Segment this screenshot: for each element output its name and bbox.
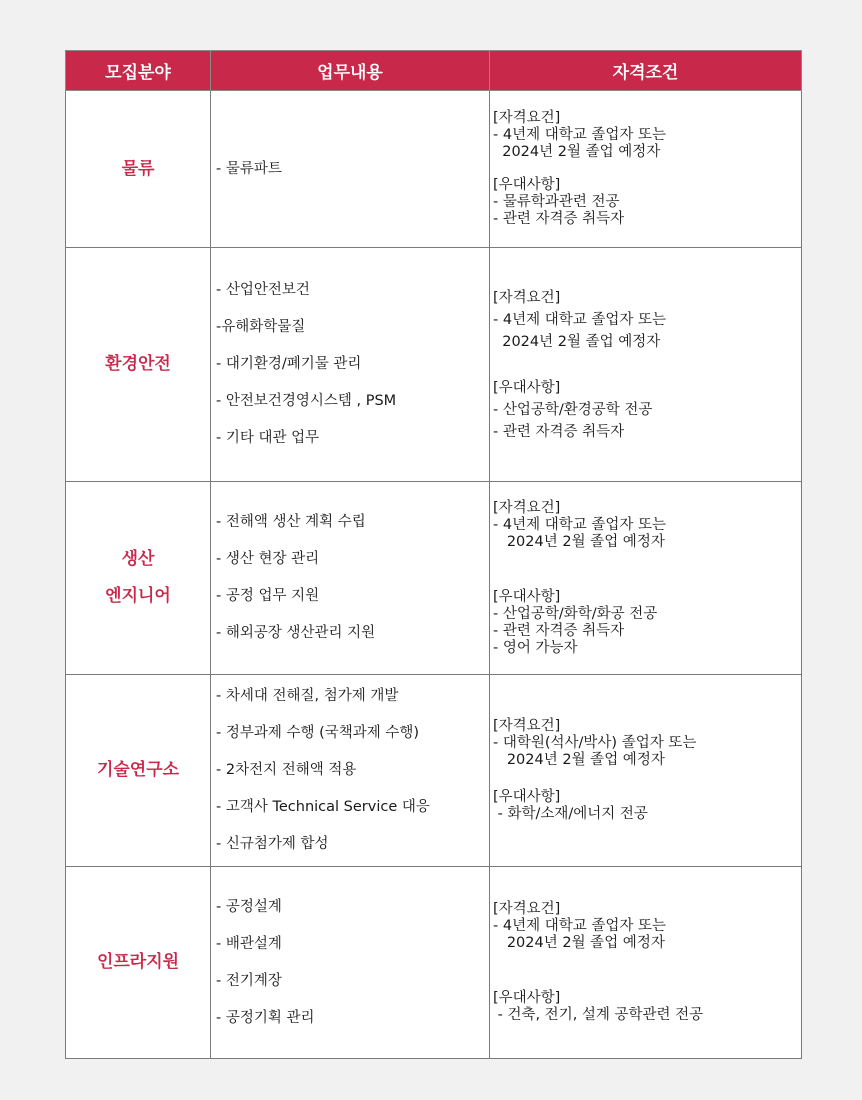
preferred-line: - 관련 자격증 취득자	[493, 423, 625, 440]
requirement-line: - 4년제 대학교 졸업자 또는	[493, 311, 666, 328]
header-duties: 업무내용	[211, 51, 490, 91]
category-label: 생산	[121, 549, 155, 570]
duty-item: - 공정기획 관리	[216, 1009, 315, 1026]
duty-item: - 차세대 전해질, 첨가제 개발	[216, 688, 399, 704]
table-row	[66, 248, 802, 482]
recruitment-table	[65, 50, 802, 1059]
qualifications-cell	[490, 482, 802, 675]
duty-item: - 고객사 Technical Service 대응	[216, 799, 430, 815]
header-category: 모집분야	[66, 51, 211, 91]
duties-cell	[211, 482, 490, 675]
table-row	[66, 482, 802, 675]
preferred-title: [우대사항]	[493, 588, 561, 605]
preferred-line: - 화학/소재/에너지 전공	[493, 806, 648, 822]
duties-cell	[211, 675, 490, 867]
duty-item: - 대기환경/폐기물 관리	[216, 356, 362, 372]
category-label: 물류	[121, 158, 155, 179]
category-cell	[66, 91, 211, 248]
requirements-title: [자격요건]	[493, 110, 561, 126]
requirements-block	[493, 718, 801, 769]
duty-item: - 2차전지 전해액 적용	[216, 762, 357, 778]
duty-item: - 해외공장 생산관리 지원	[216, 625, 376, 641]
requirement-line: 2024년 2월 졸업 예정자	[493, 752, 665, 768]
duty-item: - 기타 대관 업무	[216, 430, 320, 446]
category-cell	[66, 867, 211, 1059]
qualifications-cell	[490, 248, 802, 482]
requirements-block	[493, 287, 801, 353]
requirements-block	[493, 500, 801, 551]
preferred-title: [우대사항]	[493, 177, 561, 193]
preferred-line: - 관련 자격증 취득자	[493, 622, 625, 639]
preferred-title: [우대사항]	[493, 789, 561, 805]
duty-item: - 물류파트	[216, 160, 282, 177]
table-row	[66, 867, 802, 1059]
duties-cell	[211, 867, 490, 1059]
requirement-line: - 4년제 대학교 졸업자 또는	[493, 127, 666, 143]
preferred-block	[493, 377, 801, 443]
requirement-line: 2024년 2월 졸업 예정자	[493, 533, 665, 550]
requirement-line: - 4년제 대학교 졸업자 또는	[493, 918, 666, 934]
category-label: 엔지니어	[105, 586, 171, 606]
preferred-line: - 영어 가능자	[493, 639, 578, 656]
duty-item: - 전기계장	[216, 972, 282, 989]
preferred-block	[493, 177, 801, 228]
category-label: 기술연구소	[96, 760, 180, 781]
duties-cell	[211, 91, 490, 248]
preferred-line: - 산업공학/환경공학 전공	[493, 401, 653, 418]
qualifications-cell	[490, 91, 802, 248]
requirements-title: [자격요건]	[493, 901, 561, 917]
duties-cell	[211, 248, 490, 482]
requirements-block	[493, 110, 801, 161]
qualifications-cell	[490, 867, 802, 1059]
category-cell	[66, 482, 211, 675]
table-row	[66, 675, 802, 867]
preferred-block	[493, 990, 801, 1024]
duty-item: - 산업안전보건	[216, 282, 310, 298]
preferred-title: [우대사항]	[493, 379, 561, 396]
requirement-line: 2024년 2월 졸업 예정자	[493, 935, 665, 951]
category-cell	[66, 675, 211, 867]
preferred-line: - 관련 자격증 취득자	[493, 211, 625, 227]
duty-item: - 전해액 생산 계획 수립	[216, 514, 366, 530]
preferred-block	[493, 789, 801, 823]
duty-item: - 안전보건경영시스템 , PSM	[216, 393, 397, 409]
duty-item: - 공정설계	[216, 898, 282, 915]
qualifications-cell	[490, 675, 802, 867]
requirements-block	[493, 901, 801, 952]
requirement-line: 2024년 2월 졸업 예정자	[493, 333, 661, 350]
category-cell	[66, 248, 211, 482]
duty-item: - 배관설계	[216, 935, 282, 952]
table-row	[66, 91, 802, 248]
duty-item: -유해화학물질	[216, 319, 306, 335]
requirements-title: [자격요건]	[493, 499, 561, 516]
preferred-line: - 물류학과관련 전공	[493, 194, 620, 210]
requirements-title: [자격요건]	[493, 289, 561, 306]
requirement-line: - 4년제 대학교 졸업자 또는	[493, 516, 666, 533]
category-label: 환경안전	[105, 354, 171, 375]
requirement-line: 2024년 2월 졸업 예정자	[493, 144, 661, 160]
category-label: 인프라지원	[96, 952, 180, 973]
duty-item: - 공정 업무 지원	[216, 588, 320, 604]
preferred-title: [우대사항]	[493, 990, 561, 1006]
preferred-line: - 산업공학/화학/화공 전공	[493, 605, 658, 622]
header-qualifications: 자격조건	[490, 51, 802, 91]
header-row	[66, 51, 802, 91]
preferred-block	[493, 589, 801, 657]
requirements-title: [자격요건]	[493, 718, 561, 734]
preferred-line: - 건축, 전기, 설계 공학관련 전공	[493, 1007, 704, 1023]
requirement-line: - 대학원(석사/박사) 졸업자 또는	[493, 735, 697, 751]
duty-item: - 생산 현장 관리	[216, 551, 320, 567]
duty-item: - 신규첨가제 합성	[216, 836, 329, 852]
duty-item: - 정부과제 수행 (국책과제 수행)	[216, 725, 420, 741]
